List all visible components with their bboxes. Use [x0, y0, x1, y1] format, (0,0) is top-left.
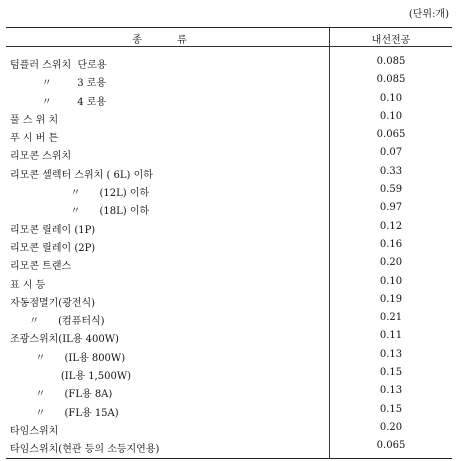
- table-row: [6, 54, 452, 72]
- row-name: 텀플러 스위치 단로용: [10, 60, 107, 71]
- row-name: 〃 3 로용: [10, 78, 107, 90]
- row-value: 0.10: [379, 92, 403, 104]
- row-value: 0.16: [379, 238, 403, 250]
- row-value: 0.10: [379, 275, 403, 287]
- row-value: 0.11: [379, 330, 403, 342]
- row-name: 〃 4 로용: [10, 96, 107, 108]
- table-row: [6, 420, 452, 438]
- row-name: 리모콘 릴레이 (2P): [10, 242, 96, 254]
- row-name: 〃 (12L) 이하: [10, 188, 150, 200]
- row-name: 풀 스 위 치: [10, 114, 59, 126]
- row-name: 〃 (18L) 이하: [10, 206, 150, 218]
- row-name: 〃 (컴퓨터식): [10, 316, 105, 328]
- table-header: [6, 28, 452, 47]
- row-name: 조광스위치(IL용 400W): [10, 334, 119, 346]
- row-value: 0.13: [379, 385, 403, 397]
- table-row: [6, 91, 452, 109]
- row-name: 자동점멸기(광전식): [10, 297, 96, 309]
- row-value: 0.20: [379, 421, 403, 433]
- row-name: 〃 (FL용 8A): [10, 389, 113, 401]
- table-row: [6, 292, 452, 310]
- row-name: 타임스위치: [10, 425, 59, 437]
- row-value: 0.19: [379, 293, 403, 305]
- row-value: 0.085: [376, 74, 406, 86]
- table-row: [6, 255, 452, 273]
- row-value: 0.15: [379, 367, 403, 379]
- row-name: (IL용 1,500W): [10, 371, 131, 383]
- row-name: 타임스위치(현관 등의 소등지연용): [10, 444, 160, 456]
- row-value: 0.065: [376, 129, 406, 141]
- table-row: [6, 72, 452, 90]
- table-row: [6, 328, 452, 346]
- table-row: [6, 274, 452, 292]
- row-value: 0.15: [379, 403, 403, 415]
- table-row: [6, 402, 452, 420]
- row-value: 0.10: [379, 110, 403, 122]
- row-value: 0.59: [379, 184, 403, 196]
- row-value: 0.21: [379, 312, 403, 324]
- row-name: 표 시 등: [10, 279, 46, 291]
- row-name: 〃 (FL용 15A): [10, 407, 119, 419]
- table-row: [6, 438, 452, 456]
- row-value: 0.33: [379, 165, 403, 177]
- table-row: [6, 127, 452, 145]
- table-row: [6, 383, 452, 401]
- table-row: [6, 310, 452, 328]
- row-name: 〃 (IL용 800W): [10, 352, 126, 364]
- data-table: [6, 27, 452, 459]
- row-value: 0.20: [379, 257, 403, 269]
- unit-label: (단위:개): [408, 9, 449, 20]
- row-value: 0.07: [379, 147, 403, 159]
- table-row: [6, 219, 452, 237]
- table-row: [6, 109, 452, 127]
- row-name: 리모콘 릴레이 (1P): [10, 224, 96, 236]
- header-value: 내선전공: [371, 35, 411, 46]
- row-name: 리모콘 스위치: [10, 151, 72, 163]
- table-body: [6, 54, 452, 457]
- row-value: 0.065: [376, 440, 406, 452]
- table-row: [6, 237, 452, 255]
- table-row: [6, 164, 452, 182]
- row-name: 푸 시 버 튼: [10, 133, 59, 145]
- row-value: 0.085: [376, 56, 406, 67]
- table-row: [6, 200, 452, 218]
- row-value: 0.12: [379, 220, 403, 232]
- row-name: 리모콘 셀렉터 스위치 ( 6L) 이하: [10, 169, 153, 181]
- table-row: [6, 347, 452, 365]
- table-row: [6, 182, 452, 200]
- header-type: 종 류: [132, 35, 203, 46]
- table-row: [6, 365, 452, 383]
- table-row: [6, 145, 452, 163]
- row-value: 0.13: [379, 348, 403, 360]
- row-value: 0.97: [379, 202, 403, 214]
- row-name: 리모콘 트랜스: [10, 261, 72, 273]
